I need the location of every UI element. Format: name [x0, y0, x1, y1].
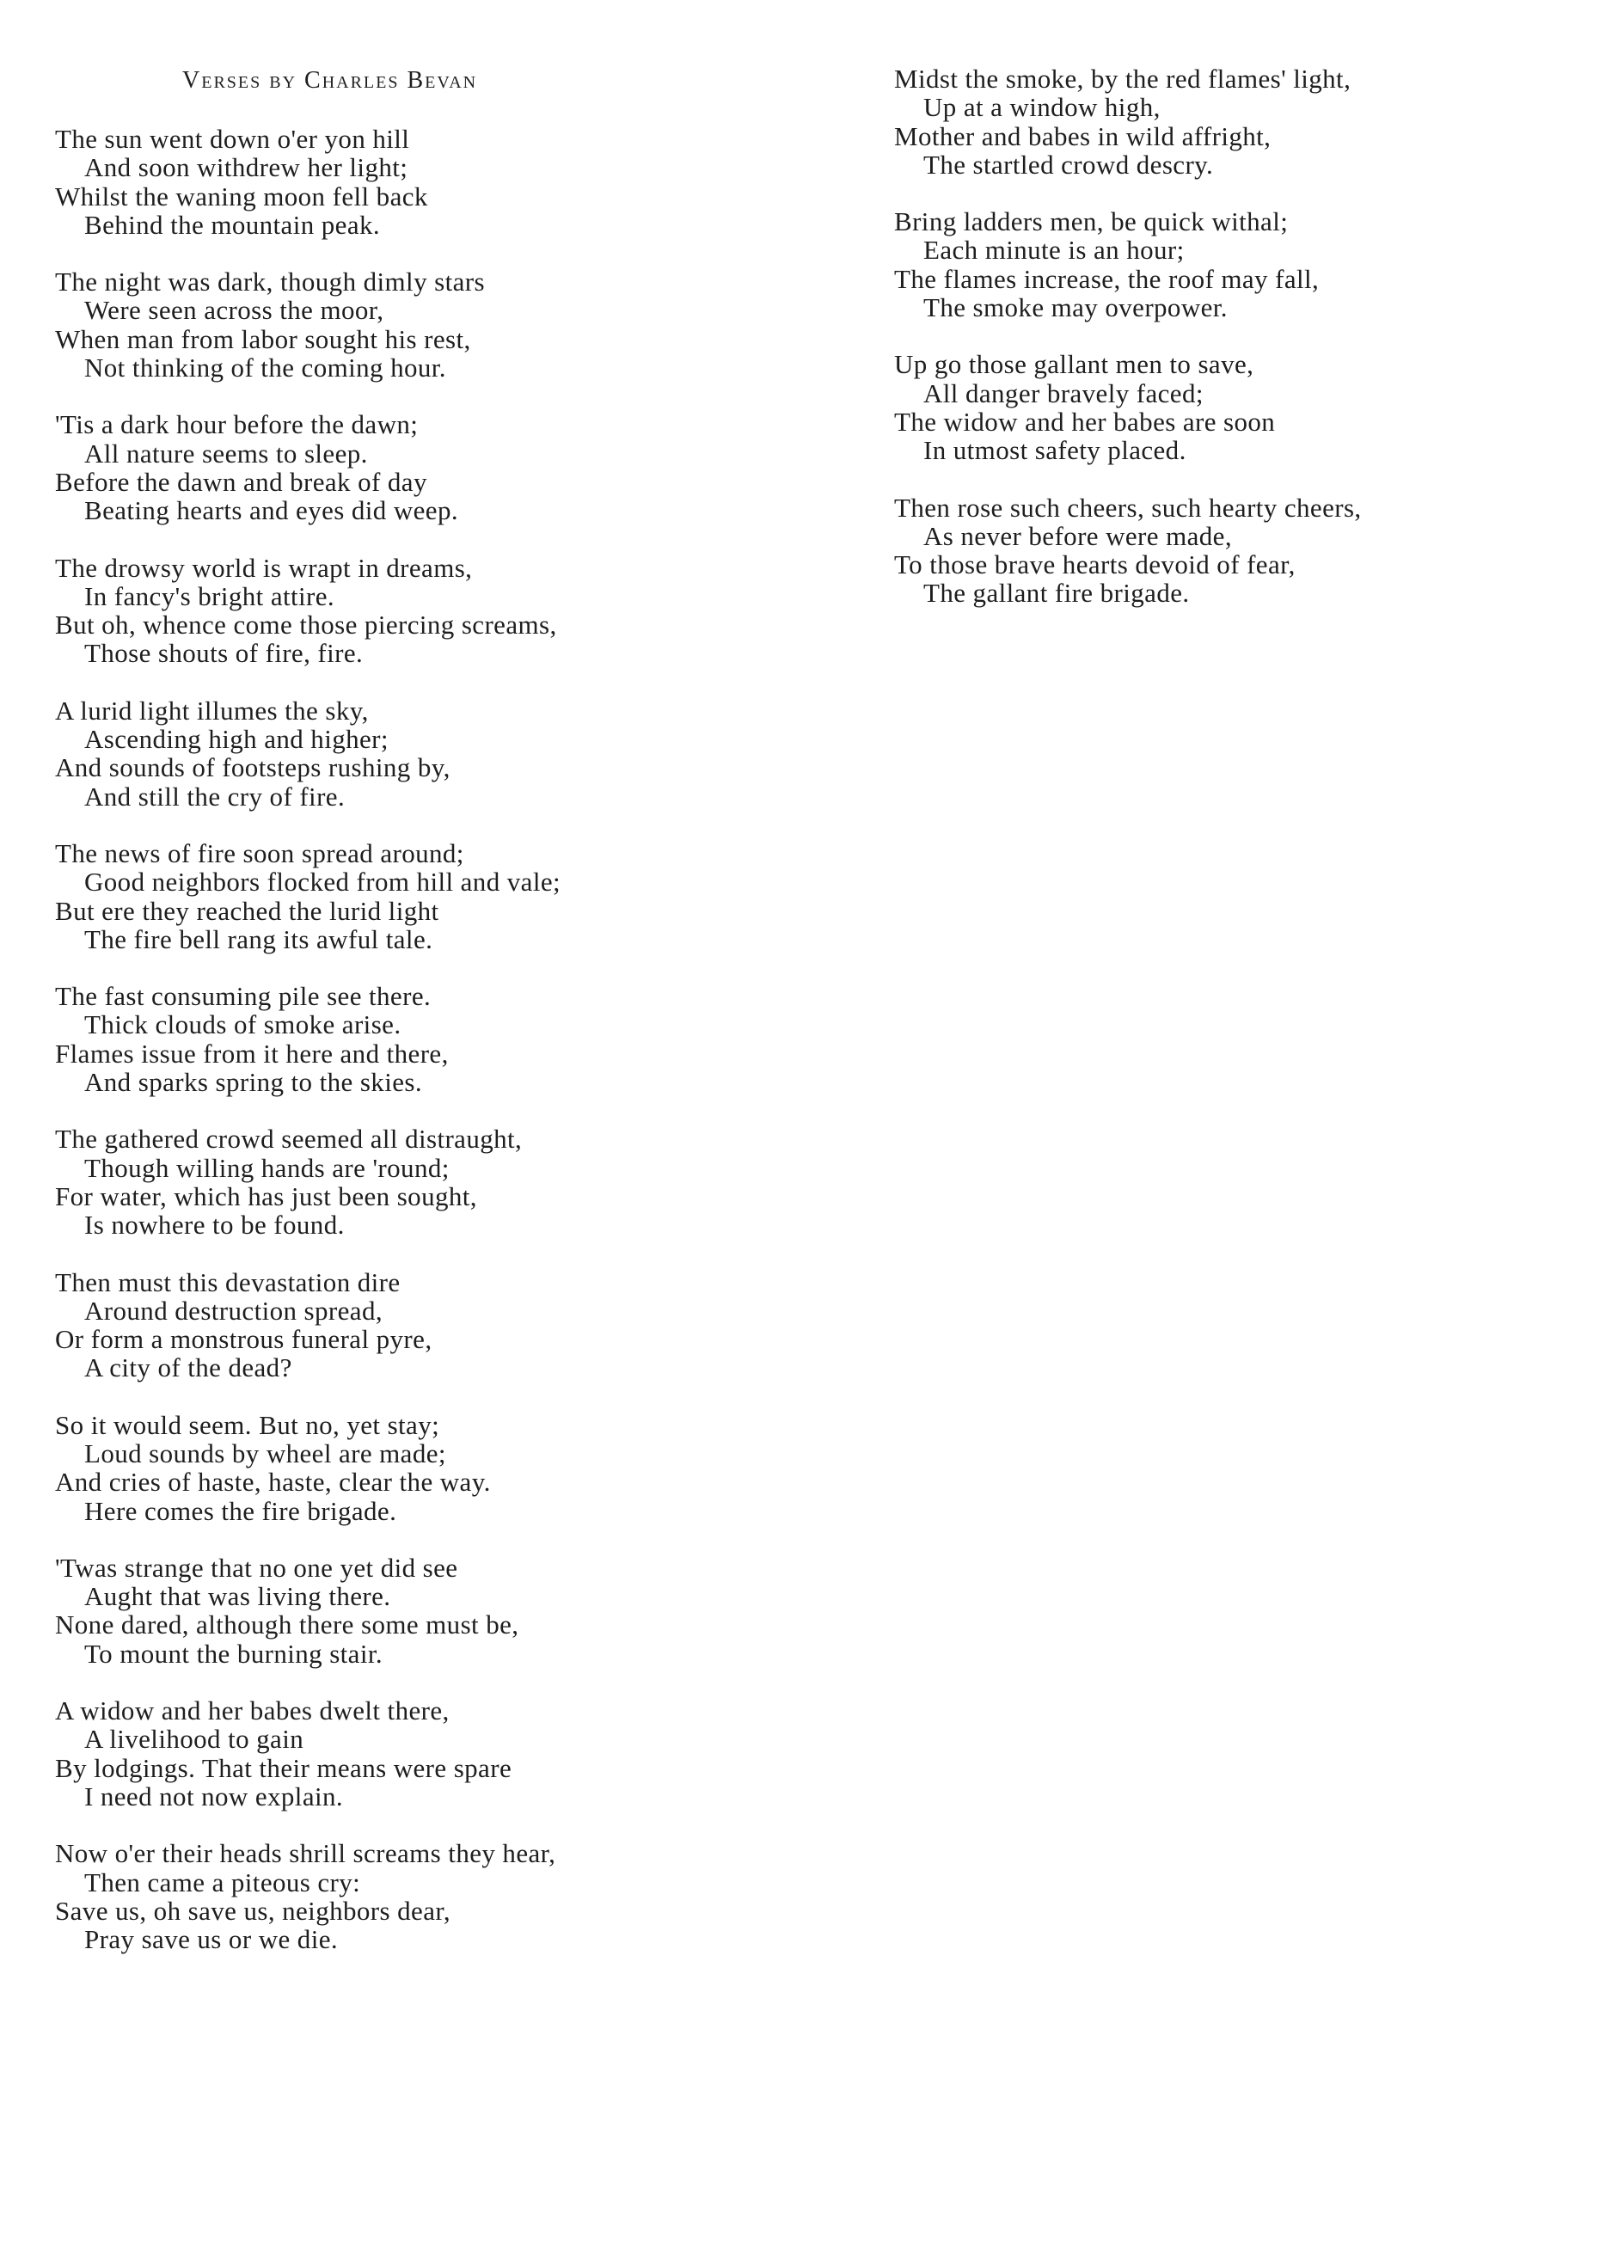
stanza	[55, 554, 708, 668]
verse-line: Good neighbors flocked from hill and vale;	[84, 867, 561, 898]
verse-line: So it would seem. But no, yet stay;	[55, 1409, 440, 1440]
verse-line: Around destruction spread,	[84, 1295, 383, 1326]
verse-line: Those shouts of fire, fire.	[84, 638, 364, 669]
verse-line: The fast consuming pile see there.	[55, 981, 432, 1012]
verse-line: Loud sounds by wheel are made;	[84, 1437, 446, 1468]
verse-line: Before the dawn and break of day	[55, 466, 427, 497]
stanza	[55, 982, 708, 1096]
stanza	[55, 1554, 708, 1668]
poem-title: Verses by Charles Bevan	[182, 67, 478, 94]
verse-line: Is nowhere to be found.	[84, 1210, 345, 1241]
stanza	[55, 1696, 708, 1811]
verse-line: For water, which has just been sought,	[55, 1180, 477, 1211]
verse-line: The flames increase, the roof may fall,	[894, 263, 1320, 294]
stanza	[894, 207, 1547, 322]
verse-line: All nature seems to sleep.	[84, 438, 368, 469]
verse-line: The night was dark, though dimly stars	[55, 267, 485, 297]
verse-line: Midst the smoke, by the red flames' light,	[894, 64, 1351, 94]
verse-line: Thick clouds of smoke arise.	[84, 1009, 401, 1040]
verse-line: To mount the burning stair.	[84, 1638, 383, 1669]
verse-line: Here comes the fire brigade.	[84, 1495, 397, 1526]
verse-line: When man from labor sought his rest,	[55, 323, 471, 354]
verse-line: I need not now explain.	[84, 1781, 344, 1811]
verse-line: As never before were made,	[923, 520, 1232, 551]
verse-line: Then rose such cheers, such hearty cheers,	[894, 492, 1362, 523]
verse-line: But ere they reached the lurid light	[55, 895, 439, 926]
verse-line: Then came a piteous cry:	[84, 1867, 361, 1897]
verse-line: Behind the mountain peak.	[84, 209, 381, 240]
stanza	[55, 1125, 708, 1239]
verse-line: 'Tis a dark hour before the dawn;	[55, 409, 419, 440]
verse-line: And soon withdrew her light;	[84, 152, 408, 183]
verse-line: Flames issue from it here and there,	[55, 1038, 449, 1069]
verse-line: Or form a monstrous funeral pyre,	[55, 1324, 432, 1355]
stanza	[55, 410, 708, 524]
stanza	[55, 696, 708, 811]
stanza	[55, 125, 708, 239]
verse-line: By lodgings. That their means were spare	[55, 1752, 512, 1783]
verse-line: Now o'er their heads shrill screams they hear,	[55, 1838, 556, 1869]
stanza	[894, 64, 1547, 179]
verse-line: The drowsy world is wrapt in dreams,	[55, 552, 473, 583]
stanza	[894, 493, 1547, 608]
verse-line: Not thinking of the coming hour.	[84, 352, 446, 383]
verse-line: Each minute is an hour;	[923, 235, 1185, 266]
verse-line: To those brave hearts devoid of fear,	[894, 549, 1296, 580]
verse-line: And sounds of footsteps rushing by,	[55, 752, 450, 783]
stanza	[55, 839, 708, 953]
verse-line: Whilst the waning moon fell back	[55, 181, 428, 211]
verse-line: Were seen across the moor,	[84, 295, 384, 326]
verse-line: The widow and her babes are soon	[894, 406, 1276, 437]
verse-line: And cries of haste, haste, clear the way.	[55, 1467, 491, 1498]
verse-line: 'Twas strange that no one yet did see	[55, 1552, 458, 1583]
verse-line: But oh, whence come those piercing screams,	[55, 610, 557, 641]
verse-line: Ascending high and higher;	[84, 724, 389, 755]
verse-line: Then must this devastation dire	[55, 1266, 401, 1297]
verse-line: The sun went down o'er yon hill	[55, 124, 410, 154]
verse-line: The news of fire soon spread around;	[55, 837, 464, 868]
verse-line: Beating hearts and eyes did weep.	[84, 495, 458, 526]
verse-line: In fancy's bright attire.	[84, 580, 335, 611]
verse-line: Pray save us or we die.	[84, 1924, 339, 1955]
stanza	[894, 350, 1547, 464]
stanza	[55, 267, 708, 382]
right-column	[894, 64, 1547, 636]
verse-line: A livelihood to gain	[84, 1724, 304, 1755]
verse-line: The smoke may overpower.	[923, 292, 1228, 323]
verse-line: The fire bell rang its awful tale.	[84, 923, 433, 954]
verse-line: Mother and babes in wild affright,	[894, 120, 1272, 151]
verse-line: Aught that was living there.	[84, 1581, 391, 1612]
verse-line: Save us, oh save us, neighbors dear,	[55, 1895, 450, 1926]
verse-line: The gathered crowd seemed all distraught,	[55, 1124, 523, 1155]
verse-line: Though willing hands are 'round;	[84, 1152, 450, 1183]
stanza	[55, 1839, 708, 1953]
verse-line: And still the cry of fire.	[84, 781, 346, 812]
verse-line: The gallant fire brigade.	[923, 578, 1190, 609]
verse-line: A lurid light illumes the sky,	[55, 695, 369, 726]
verse-line: A widow and her babes dwelt there,	[55, 1695, 450, 1726]
stanza	[55, 1268, 708, 1382]
verse-line: Bring ladders men, be quick withal;	[894, 206, 1289, 237]
verse-line: The startled crowd descry.	[923, 149, 1214, 180]
verse-line: Up at a window high,	[923, 92, 1161, 123]
verse-line: None dared, although there some must be,	[55, 1609, 519, 1640]
left-column	[55, 125, 708, 1982]
verse-line: All danger bravely faced;	[923, 377, 1204, 408]
verse-line: Up go those gallant men to save,	[894, 349, 1254, 380]
stanza	[55, 1411, 708, 1525]
verse-line: In utmost safety placed.	[923, 435, 1186, 466]
verse-line: A city of the dead?	[84, 1352, 292, 1383]
verse-line: And sparks spring to the skies.	[84, 1067, 422, 1098]
